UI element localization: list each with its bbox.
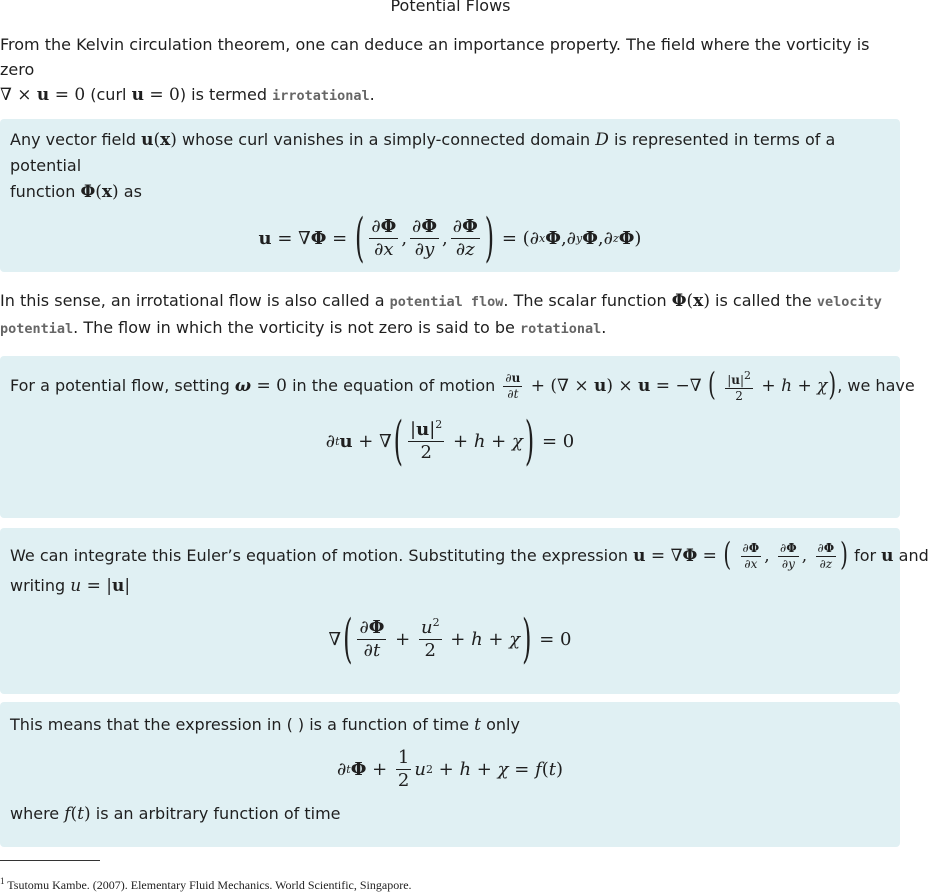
velocity-code: velocity — [816, 294, 882, 310]
para2-text-e: . — [601, 318, 607, 337]
box3-text-d: writing — [10, 576, 66, 596]
u-bold: u — [881, 546, 894, 567]
box3-text-c: and — [898, 546, 929, 566]
para2-text-c: is called the — [715, 291, 812, 310]
para2-text-b: . The scalar function — [503, 291, 667, 310]
footnote — [0, 878, 901, 893]
intro-period: . — [369, 85, 375, 104]
box1-text-d: function — [10, 182, 76, 201]
box4-text-b: only — [486, 715, 520, 734]
curl-end-text: ) is termed — [179, 85, 268, 104]
bernoulli-equation: ∂ t Φ + $\frac{1}{2}$ u 2 + h + χ = f ( t ) — [336, 747, 564, 791]
u-magnitude: u = |u| — [70, 576, 131, 597]
box2-text-a: For a potential flow, setting — [10, 376, 230, 396]
box2-text-b: in the equation of motion — [292, 376, 496, 396]
curl-expression: ∇ × u = 0 — [0, 85, 86, 105]
box1-text — [10, 127, 890, 205]
potential-flow-paragraph — [0, 288, 901, 342]
phi-x-2: Φ(x) — [671, 291, 710, 311]
box4-text-c: where — [10, 803, 60, 823]
euler-integration-box — [0, 528, 929, 694]
vector-u-x: u(x) — [141, 130, 177, 150]
box3-text — [10, 534, 929, 574]
para2-text-d: . The flow in which the vorticity is not zero is said to be — [73, 318, 515, 337]
footnote-marker: 1 — [0, 876, 5, 886]
box1-text-b: whose curl vanishes in a simply-connected domain — [181, 130, 591, 149]
box4-text-2 — [10, 801, 890, 827]
box1-text-c: is represented in terms of a potential — [10, 130, 836, 175]
box3-text-a: We can integrate this Euler’s equation of motion. Substituting the expression — [10, 546, 629, 566]
potential-flow-code: potential flow — [389, 294, 504, 310]
intro-paragraph — [0, 32, 901, 109]
para2-text-a: In this sense, an irrotational flow is also called a — [0, 291, 385, 310]
phi-x: Φ(x) — [80, 182, 119, 202]
bernoulli-box — [0, 702, 900, 847]
page-title: Potential Flows — [390, 0, 511, 15]
box1-text-e: as — [123, 182, 142, 201]
equation-of-motion-box — [0, 356, 915, 518]
u-grad-phi-inline: u = ∇Φ = ( $\frac{\partial\Phi}{\partial x}$ , $\frac{\partial\Phi}{\partial y}$ , $\frac{\partial\Phi}{\partial z}$ ) — [633, 534, 848, 574]
integrated-gradient-equation: ∇ ( $\frac{\partial\Phi}{\partial t}$ + $\frac{u^2}{2}$ + h + χ ) = 0 — [328, 608, 572, 670]
domain-d: D — [595, 130, 609, 150]
box1-text-a: Any vector field — [10, 130, 136, 149]
box3-text-b: for — [854, 546, 877, 566]
potential-definition-box — [0, 119, 900, 272]
footnote-divider — [0, 860, 100, 861]
motion-equation-inline: $\frac{\partial u}{\partial t}$ + (∇ × u) × u = −∇ ( $\frac{|u|^2}{2}$ + h + χ) — [505, 364, 837, 404]
potential-code: potential — [0, 321, 74, 337]
bernoulli-unsteady-equation: ∂ t u + ∇ ( $\frac{|u|^2}{2}$ + h + χ ) = 0 — [325, 410, 575, 472]
box4-text-d: is an arbitrary function of time — [95, 803, 341, 823]
irrotational-code: irrotational — [272, 88, 370, 104]
curl-paren-text: (curl — [90, 85, 127, 104]
box3-text-2 — [10, 573, 890, 599]
omega-zero: ω = 0 — [234, 376, 287, 397]
time-t: t — [474, 715, 482, 735]
rotational-code: rotational — [519, 321, 602, 337]
f-of-t: f(t) — [64, 803, 91, 824]
footnote-text: Tsutomu Kambe. (2007). Elementary Fluid Mechanics. World Scientific, Singapore. — [7, 878, 412, 892]
intro-text: From the Kelvin circulation theorem, one can deduce an importance property. The field where the vorticity is zero — [0, 35, 870, 79]
gradient-equation: u = ∇ Φ = ( $\frac{\partial\Phi}{\partial x}$ , $\frac{\partial\Phi}{\partial y}$ , $\frac{\partial\Phi}{\partial z}$ ) = ( ∂ x Φ , ∂ y Φ , ∂ z Φ ) — [258, 207, 642, 270]
box2-text-c: , we have — [837, 376, 915, 396]
box4-text-a: This means that the expression in ( ) is a function of time — [10, 715, 470, 734]
curl-zero-expression: u = 0 — [131, 85, 180, 105]
box2-text — [10, 364, 915, 404]
box4-text — [10, 712, 890, 738]
